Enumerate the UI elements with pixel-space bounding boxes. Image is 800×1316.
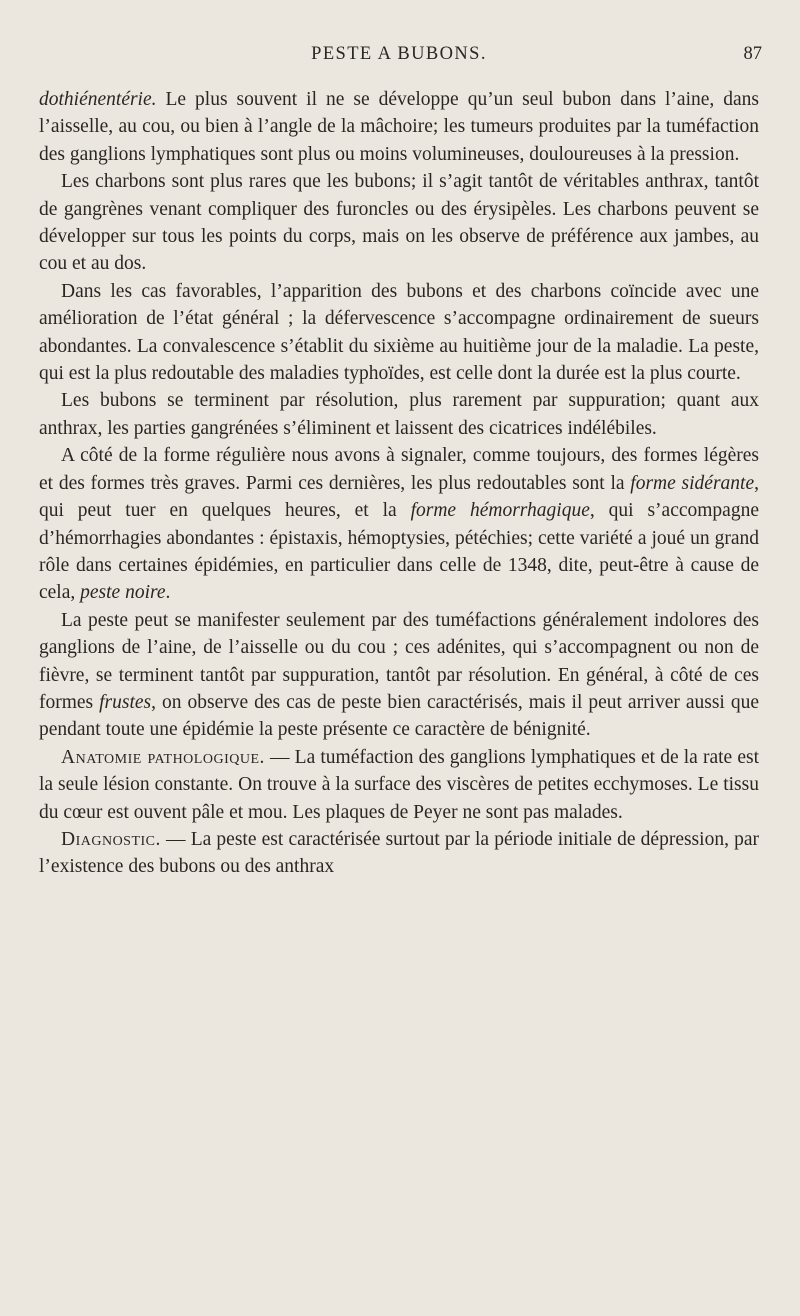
paragraph-text: A côté de la forme régulière nous avons à signaler, comme toujours, des formes légères et des formes très graves. Parmi ces dernières, les plus redoutables sont la (39, 445, 759, 494)
paragraph-text: La peste peut se manifester seulement par des tuméfactions généralement indolores des ganglions de l’aine, de l’aisselle ou du cou ; ces adénites, qui s’accompagnent ou non de fièvre, se terminent tantôt par suppuration, tantôt par résolution. En général, à côté de ces formes (39, 609, 759, 713)
paragraph-text: , qui peut tuer en quelques heures, et la (39, 472, 759, 522)
body-text (39, 86, 759, 881)
paragraph-anatomie (39, 744, 759, 826)
paragraph-bubons (39, 86, 759, 168)
paragraph-text: , on observe des cas de peste bien caractérisés, mais il peut arriver aussi que pendant toute une épidémie la peste présente ce caractère de bénignité. (39, 691, 759, 741)
paragraph-diagnostic (39, 826, 759, 881)
paragraph-text: — La tuméfaction des ganglions lymphatiques et de la rate est la seule lésion constante. On trouve à la surface des viscères de petites ecchymoses. Le tissu du cœur est ouvent pâle et mou. Les plaques de Peyer ne sont pas malades. (39, 746, 759, 823)
paragraph-text: , qui s’accompagne d’hémorrhagies abondantes : épistaxis, hémoptysies, pétéchies; cette variété a joué un grand rôle dans certaines épidémies, en particulier dans celle de 1348, dite, peut-être à cause de cela, (39, 500, 759, 604)
italic-term: dothiénentérie. (39, 89, 157, 110)
section-heading: Diagnostic. (61, 828, 161, 850)
paragraph-text: Les charbons sont plus rares que les bubons; il s’agit tantôt de véritables anthrax, tantôt de gangrènes venant compliquer des furoncles ou des érysipèles. Les charbons peuvent se développer sur tous les points du corps, mais on les observe de préférence aux jambes, au cou et au dos. (39, 171, 759, 275)
italic-term: forme hémorrhagique (410, 500, 590, 522)
italic-term: frustes (99, 691, 152, 713)
running-head (0, 44, 800, 74)
paragraph-formes-frustes (39, 607, 759, 744)
paragraph-text: — La peste est caractérisée surtout par la période initiale de dépression, par l’existence des bubons ou des anthrax (39, 828, 759, 878)
page-number: 87 (743, 44, 762, 64)
italic-term: forme sidérante (630, 472, 755, 494)
section-heading: Anatomie pathologique. (61, 746, 265, 768)
paragraph-text: Le plus souvent il ne se développe qu’un seul bubon dans l’aine, dans l’aisselle, au cou, ou bien à l’angle de la mâchoire; les tumeurs produites par la tuméfaction des ganglions lymphatiques sont plus ou moins volumineuses, douloureuses à la pression. (39, 89, 759, 165)
paragraph-formes-graves (39, 442, 759, 606)
running-title: PESTE A BUBONS. (311, 44, 487, 64)
paragraph-text: . (165, 582, 171, 604)
paragraph-text: Dans les cas favorables, l’apparition des bubons et des charbons coïncide avec une amélioration de l’état général ; la défervescence s’accompagne ordinairement de sueurs abondantes. La convalescence s’établit du sixième au huitième jour de la maladie. La peste, qui est la plus redoutable des maladies typhoïdes, est celle dont la durée est la plus courte. (39, 280, 759, 385)
paragraph-terminaison (39, 387, 759, 442)
paragraph-cas-favorables (39, 278, 759, 388)
paragraph-text: Les bubons se terminent par résolution, plus rarement par suppuration; quant aux anthrax, les parties gangrénées s’éliminent et laissent des cicatrices indélébiles. (39, 390, 759, 439)
italic-term: peste noire (80, 582, 166, 604)
paragraph-charbons (39, 168, 759, 278)
